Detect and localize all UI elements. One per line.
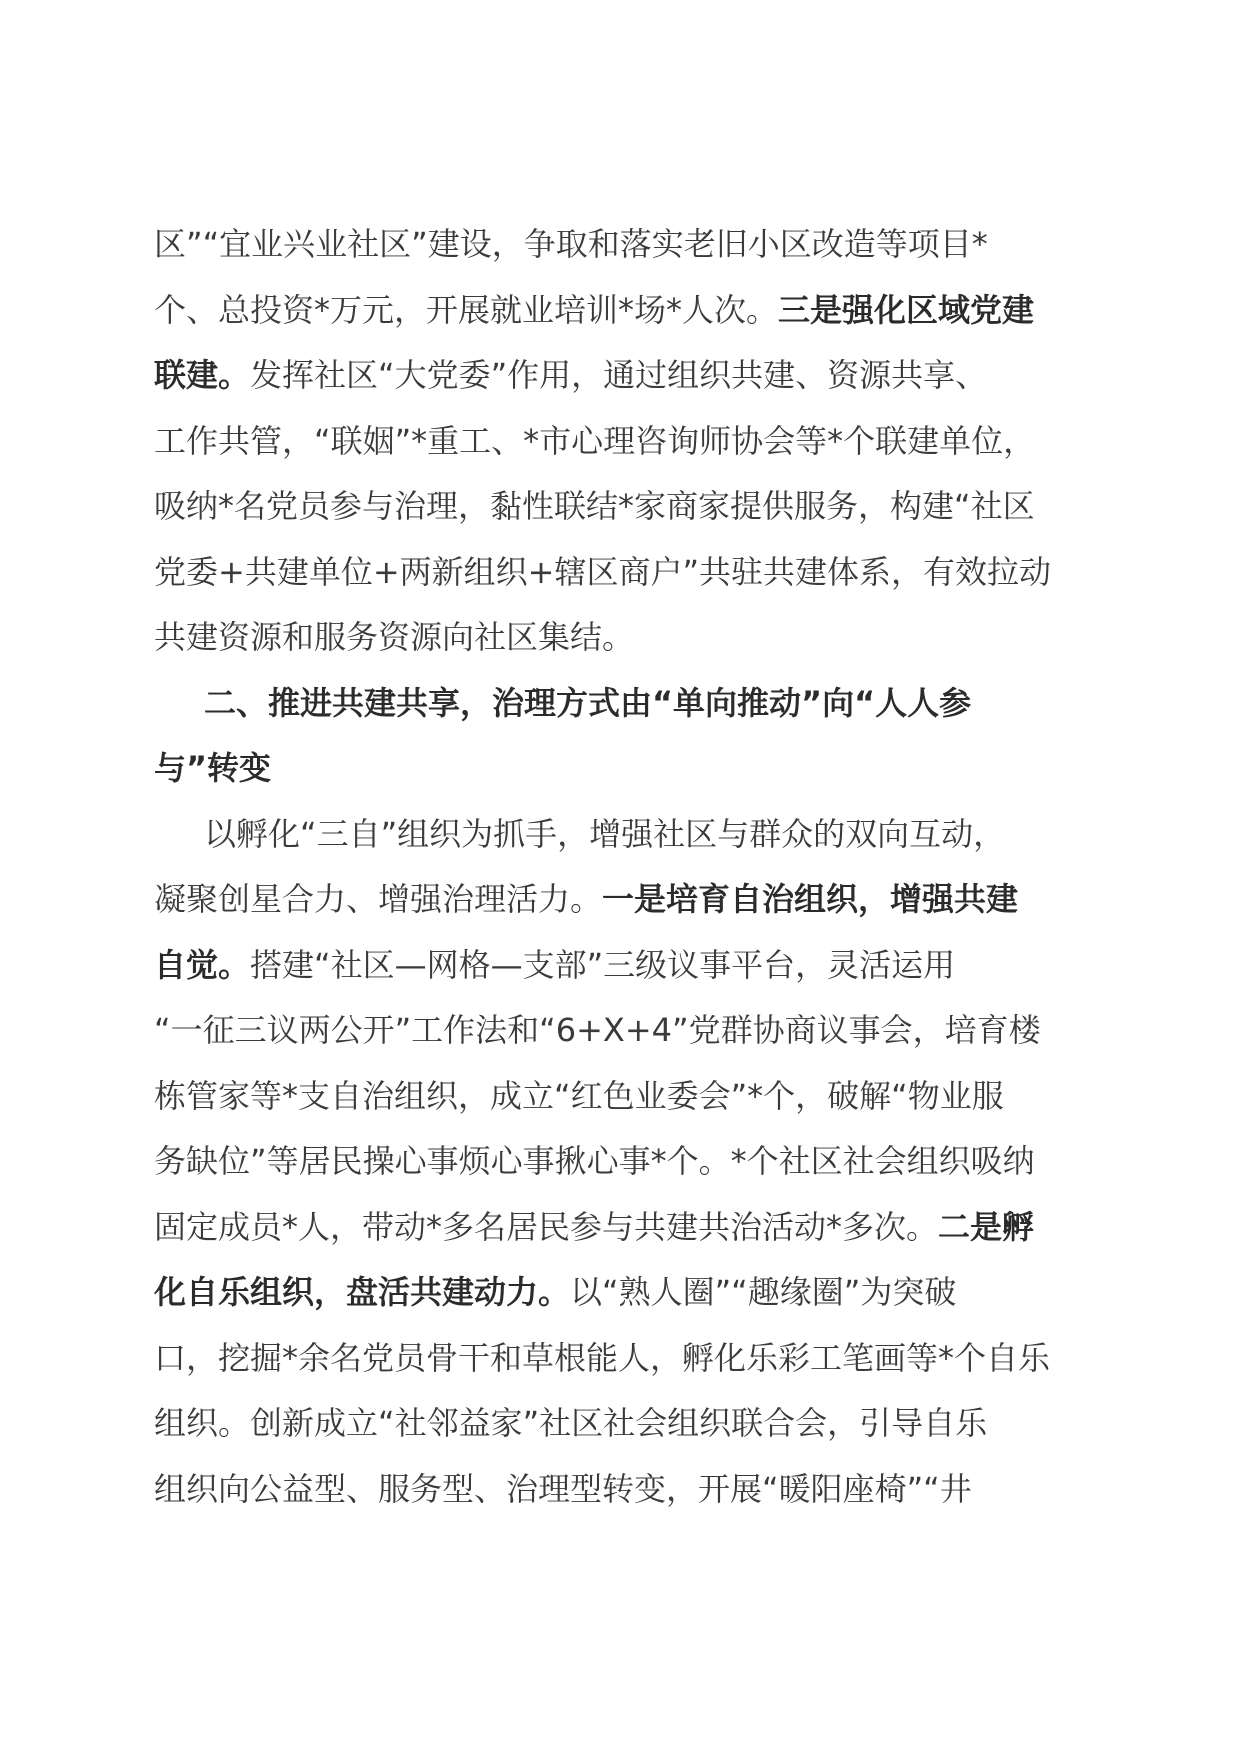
text-segment: 党委+共建单位+两新组织+辖区商户”共驻共建体系，有效拉动 — [154, 552, 1052, 591]
text-line — [154, 867, 1094, 933]
bold-text-segment: 联建。 — [154, 356, 251, 394]
text-segment: 搭建“社区—网格—支部”三级议事平台，灵活运用 — [250, 945, 956, 984]
text-line — [154, 1457, 1094, 1523]
text-segment: 组织。创新成立“社邻益家”社区社会组织联合会，引导自乐 — [154, 1404, 988, 1442]
text-line — [154, 1326, 1094, 1392]
text-line — [154, 278, 1094, 344]
text-line — [154, 736, 1094, 802]
text-line — [154, 409, 1094, 475]
text-segment: 工作共管，“联姻”*重工、*市心理咨询师协会等*个联建单位， — [154, 421, 1036, 460]
text-line — [154, 540, 1094, 606]
bold-text-segment: 三是强化区域党建 — [778, 290, 1035, 329]
text-segment: “一征三议两公开”工作法和“6+X+4”党群协商议事会，培育楼 — [154, 1011, 1041, 1049]
text-line — [154, 1391, 1094, 1457]
bold-text-segment: 一是培育自治组织，增强共建 — [602, 880, 1019, 918]
text-line — [154, 1260, 1094, 1326]
text-segment: 固定成员*人，带动*多名居民参与共建共治活动*多次。 — [154, 1207, 939, 1246]
bold-text-segment: 化自乐组织，盘活共建动力。 — [154, 1273, 571, 1311]
text-segment: 以“熟人圈”“趣缘圈”为突破 — [570, 1273, 957, 1311]
document-body-text — [154, 212, 1094, 1522]
text-segment: 个、总投资*万元，开展就业培训*场*人次。 — [154, 290, 779, 329]
text-line — [154, 802, 1094, 868]
bold-text-segment: 与”转变 — [154, 749, 272, 787]
text-segment: 组织向公益型、服务型、治理型转变，开展“暖阳座椅”“井 — [154, 1469, 972, 1508]
text-line — [154, 933, 1094, 999]
bold-text-segment: 自觉。 — [154, 945, 251, 984]
text-segment: 以孵化“三自”组织为抓手，增强社区与群众的双向互动， — [204, 814, 1006, 853]
text-line — [154, 1195, 1094, 1261]
text-line — [154, 474, 1094, 540]
text-segment: 发挥社区“大党委”作用，通过组织共建、资源共享、 — [250, 356, 988, 394]
text-segment: 口，挖掘*余名党员骨干和草根能人，孵化乐彩工笔画等*个自乐 — [154, 1338, 1051, 1377]
text-segment: 共建资源和服务资源向社区集结。 — [154, 618, 635, 656]
text-line — [154, 1129, 1094, 1195]
text-segment: 区”“宜业兴业社区”建设，争取和落实老旧小区改造等项目* — [154, 225, 988, 263]
bold-text-segment: 二、推进共建共享，治理方式由“单向推动”向“人人参 — [204, 683, 972, 722]
text-line — [154, 605, 1094, 671]
text-line — [154, 1064, 1094, 1130]
text-segment: 吸纳*名党员参与治理，黏性联结*家商家提供服务，构建“社区 — [154, 487, 1035, 525]
bold-text-segment: 二是孵 — [938, 1207, 1035, 1246]
text-line — [154, 671, 1094, 737]
text-segment: 务缺位”等居民操心事烦心事揪心事*个。*个社区社会组织吸纳 — [154, 1142, 1035, 1180]
text-line — [154, 343, 1094, 409]
text-line — [154, 998, 1094, 1064]
text-segment: 凝聚创星合力、增强治理活力。 — [154, 880, 603, 918]
text-line — [154, 212, 1094, 278]
text-segment: 栋管家等*支自治组织，成立“红色业委会”*个，破解“物业服 — [154, 1076, 1004, 1115]
